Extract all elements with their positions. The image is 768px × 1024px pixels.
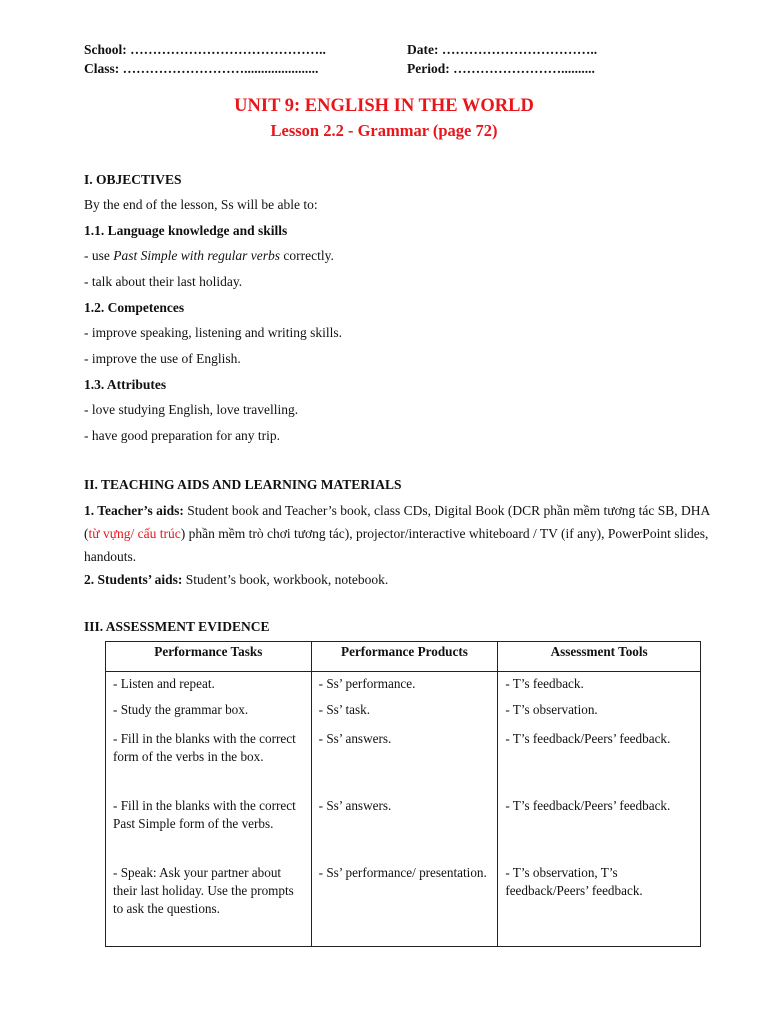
table-row — [106, 701, 701, 730]
objectives-intro: By the end of the lesson, Ss will be able to: — [84, 197, 318, 212]
table-cell: - Ss’ answers. — [311, 730, 498, 797]
lesson-title: Lesson 2.2 - Grammar (page 72) — [270, 121, 498, 140]
table-cell: - T’s observation. — [498, 701, 701, 730]
competences-item-1: - improve speaking, listening and writing skills. — [84, 325, 342, 340]
table-cell: - Study the grammar box. — [106, 701, 312, 730]
date-field: Date: …………………………….. — [407, 42, 598, 57]
class-field: Class: ………………………...................... — [84, 61, 319, 76]
table-cell: - Listen and repeat. — [106, 672, 312, 702]
table-row — [106, 864, 701, 947]
objectives-heading: I. OBJECTIVES — [84, 172, 182, 187]
table-cell: - T’s feedback. — [498, 672, 701, 702]
table-cell: - Ss’ task. — [311, 701, 498, 730]
assessment-table — [105, 641, 701, 947]
knowledge-item-1: - use Past Simple with regular verbs correctly. — [84, 248, 334, 263]
column-header: Assessment Tools — [498, 642, 701, 672]
table-cell: - Ss’ performance. — [311, 672, 498, 702]
table-cell: - Speak: Ask your partner about their last holiday. Use the prompts to ask the questions. — [106, 864, 312, 947]
table-cell: - T’s observation, T’s feedback/Peers’ feedback. — [498, 864, 701, 947]
table-cell: - T’s feedback/Peers’ feedback. — [498, 797, 701, 864]
table-row — [106, 797, 701, 864]
competences-heading: 1.2. Competences — [84, 300, 185, 315]
table-header-row — [106, 642, 701, 672]
column-header: Performance Tasks — [106, 642, 312, 672]
assessment-heading: III. ASSESSMENT EVIDENCE — [84, 619, 270, 634]
table-cell: - T’s feedback/Peers’ feedback. — [498, 730, 701, 797]
period-field: Period: …………………….......... — [407, 61, 595, 76]
knowledge-heading: 1.1. Language knowledge and skills — [84, 223, 288, 238]
aids-heading: II. TEACHING AIDS AND LEARNING MATERIALS — [84, 477, 402, 492]
column-header: Performance Products — [311, 642, 498, 672]
teacher-aids: 1. Teacher’s aids: Student book and Teacher’s book, class CDs, Digital Book (DCR phần mềm tương tác SB, DHA (từ vựng/ cấu trúc) phần mềm trò chơi tương tác), projector/interactive whiteboard / TV (if any), PowerPoint slides, handouts. — [84, 503, 710, 564]
table-cell: - Fill in the blanks with the correct form of the verbs in the box. — [106, 730, 312, 797]
table-cell: - Ss’ answers. — [311, 797, 498, 864]
attributes-item-2: - have good preparation for any trip. — [84, 428, 281, 443]
school-field: School: …………………………………….. — [84, 42, 326, 57]
table-cell: - Ss’ performance/ presentation. — [311, 864, 498, 947]
attributes-item-1: - love studying English, love travelling. — [84, 402, 299, 417]
competences-item-2: - improve the use of English. — [84, 351, 241, 366]
knowledge-item-2: - talk about their last holiday. — [84, 274, 243, 289]
unit-title: UNIT 9: ENGLISH IN THE WORLD — [234, 96, 534, 116]
table-cell: - Fill in the blanks with the correct Past Simple form of the verbs. — [106, 797, 312, 864]
attributes-heading: 1.3. Attributes — [84, 377, 167, 392]
table-row — [106, 672, 701, 702]
table-row — [106, 730, 701, 797]
student-aids: 2. Students’ aids: Student’s book, workbook, notebook. — [84, 572, 389, 587]
